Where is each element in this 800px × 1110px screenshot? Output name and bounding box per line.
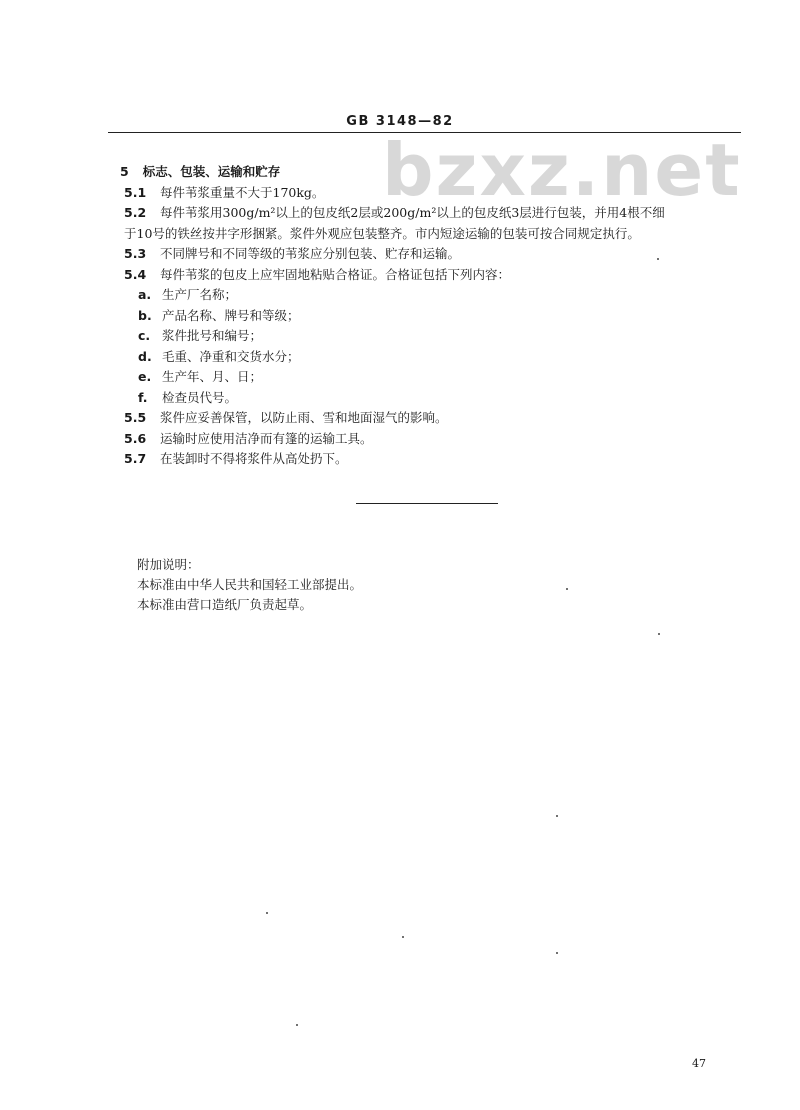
list-item (138, 306, 748, 327)
clause-5-3 (124, 244, 748, 265)
clause-text: 不同牌号和不同等级的苇浆应分别包装、贮存和运输。 (160, 246, 461, 261)
item-text: 产品名称、牌号和等级； (162, 307, 300, 323)
clause-text: 每件苇浆的包皮上应牢固地粘贴合格证。合格证包括下列内容： (160, 266, 511, 282)
notes-line: 本标准由营口造纸厂负责起草。 (137, 597, 313, 612)
section-number: 5 (120, 164, 129, 179)
item-text: 生产厂名称； (162, 287, 238, 302)
clause-number: 5.3 (124, 246, 147, 261)
list-item (138, 388, 748, 409)
section-title-text: 标志、包装、运输和贮存 (142, 164, 281, 179)
watermark: bzxz.net (382, 128, 742, 212)
scan-speck (402, 936, 404, 938)
clause-5-6 (124, 429, 748, 450)
clause-5-5 (124, 408, 748, 429)
clause-text: 每件苇浆用300g/m²以上的包皮纸2层或200g/m²以上的包皮纸3层进行包装，并用4根不细 (160, 205, 665, 220)
section-content (108, 162, 748, 470)
clause-number: 5.4 (124, 266, 147, 282)
list-item (138, 285, 748, 306)
clause-5-4 (124, 265, 748, 286)
list-item (138, 367, 748, 388)
clause-text: 运输时应使用洁净而有篷的运输工具。 (160, 430, 373, 446)
item-text: 毛重、净重和交货水分； (162, 348, 300, 364)
scan-speck (266, 912, 268, 914)
item-letter: c. (138, 328, 151, 343)
item-text: 浆件批号和编号； (162, 328, 263, 343)
clause-text: 每件苇浆重量不大于170kg。 (160, 184, 325, 200)
clause-number: 5.7 (124, 451, 147, 466)
item-letter: f. (138, 389, 148, 405)
clause-number: 5.1 (124, 184, 147, 200)
item-letter: b. (138, 307, 152, 323)
notes-line: 本标准由中华人民共和国轻工业部提出。 (137, 577, 363, 592)
item-letter: d. (138, 348, 152, 364)
item-letter: e. (138, 369, 152, 384)
additional-notes (137, 555, 362, 615)
end-divider (356, 503, 498, 504)
list-item (138, 347, 748, 368)
scan-speck (556, 952, 558, 954)
notes-heading: 附加说明： (137, 557, 200, 572)
clause-number: 5.2 (124, 205, 147, 220)
section-title (120, 162, 748, 183)
item-text: 生产年、月、日； (162, 369, 263, 384)
scan-speck (566, 588, 568, 590)
clause-text: 浆件应妥善保管，以防止雨、雪和地面湿气的影响。 (160, 410, 448, 425)
list-item (138, 326, 748, 347)
clause-text: 在装卸时不得将浆件从高处扔下。 (160, 451, 348, 466)
clause-5-7 (124, 449, 748, 470)
clause-5-1 (124, 183, 748, 204)
item-letter: a. (138, 287, 152, 302)
scan-speck (657, 258, 659, 260)
item-text: 检查员代号。 (162, 389, 238, 405)
clause-5-2 (124, 203, 748, 224)
scan-speck (658, 633, 660, 635)
page-number: 47 (692, 1057, 706, 1070)
standard-code: GB 3148—82 (346, 114, 454, 129)
clause-number: 5.5 (124, 410, 147, 425)
scan-speck (296, 1024, 298, 1026)
scan-speck (556, 815, 558, 817)
clause-number: 5.6 (124, 430, 147, 446)
clause-5-2-continuation: 于10号的铁丝按井字形捆紧。浆件外观应包装整齐。市内短途运输的包装可按合同规定执行。 (124, 225, 640, 241)
